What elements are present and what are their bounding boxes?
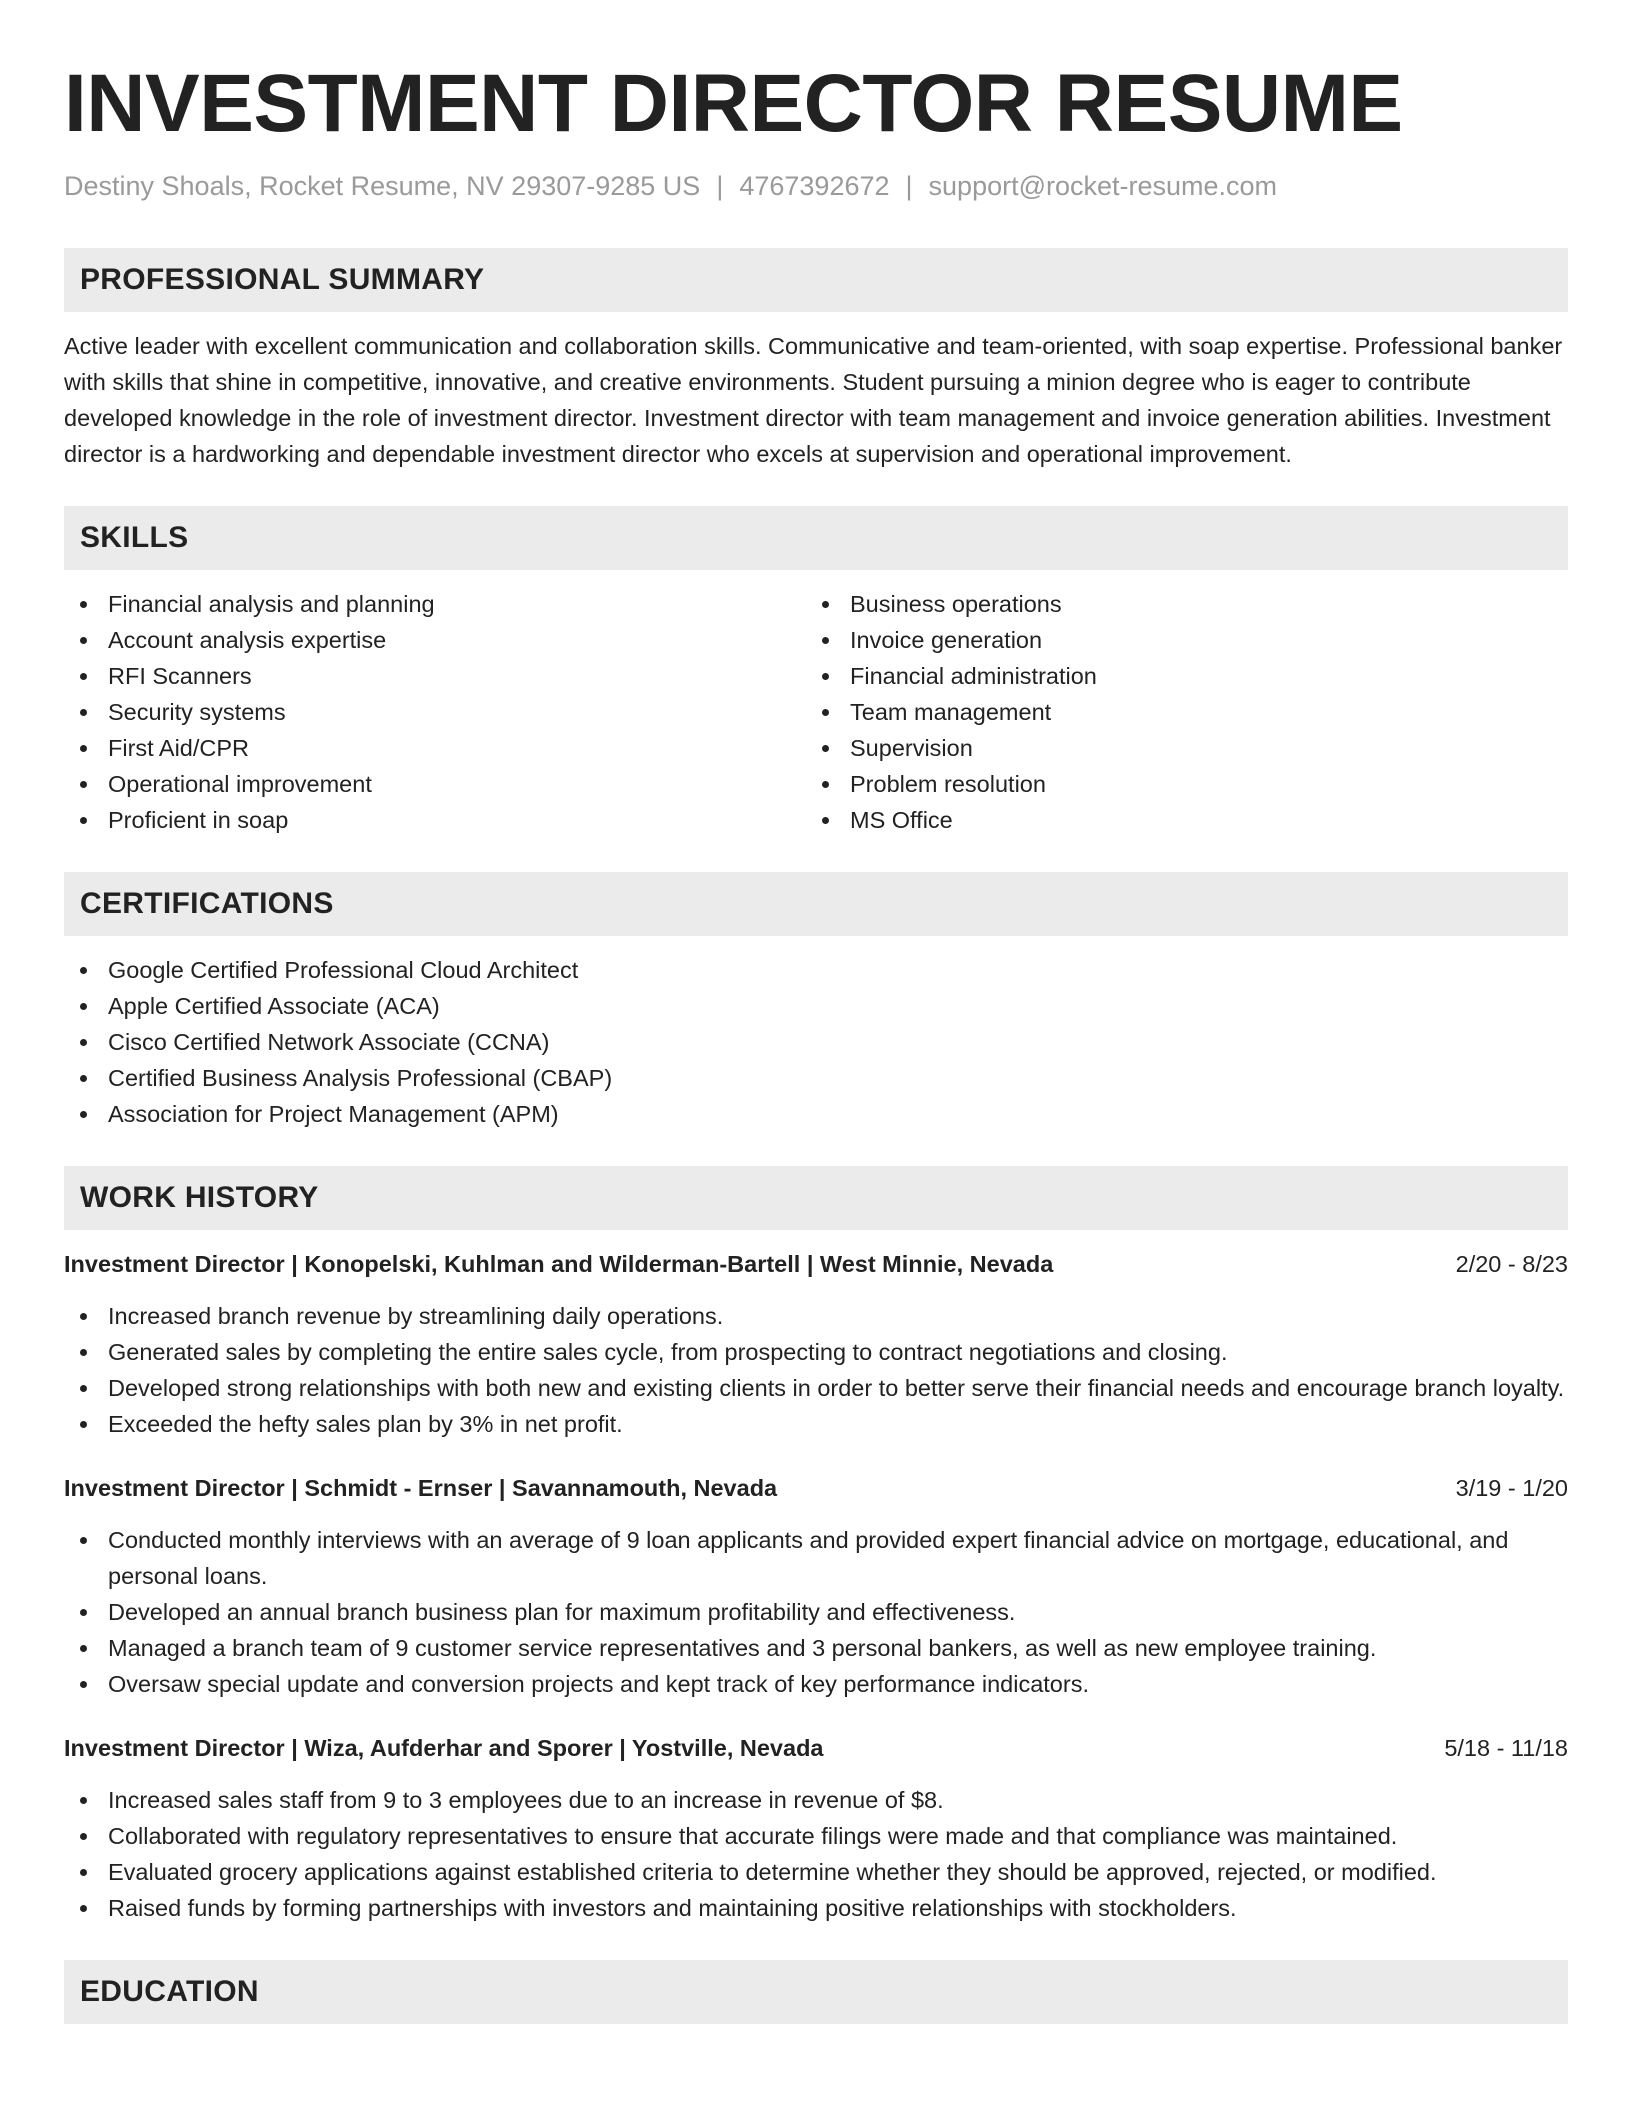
job-bullets [64, 1298, 1568, 1442]
list-item: Problem resolution [806, 766, 1548, 802]
summary-text: Active leader with excellent communication and collaboration skills. Communicative and team-oriented, with soap expertise. Professional banker with skills that shine in competitive, innovative, and creative environments. Student pursuing a minion degree who is eager to contribute developed knowledge in the role of investment director. Investment director with team management and invoice generation abilities. Investment director is a hardworking and dependable investment director who excels at supervision and operational improvement. [64, 333, 1563, 467]
list-item: Account analysis expertise [64, 622, 806, 658]
job-entry [64, 1470, 1568, 1702]
skills-grid [64, 586, 1568, 838]
contact-line [64, 168, 1568, 204]
list-item: Financial analysis and planning [64, 586, 806, 622]
certifications-list [64, 952, 1568, 1132]
job-dates: 2/20 - 8/23 [1455, 1251, 1568, 1277]
section-header-skills: SKILLS [64, 506, 1568, 570]
job-header [64, 1470, 1568, 1506]
job-dates: 5/18 - 11/18 [1444, 1735, 1568, 1761]
list-item: Cisco Certified Network Associate (CCNA) [64, 1024, 1568, 1060]
list-item: Increased sales staff from 9 to 3 employees due to an increase in revenue of $8. [64, 1782, 1568, 1818]
contact-separator: | [905, 171, 913, 201]
list-item: Invoice generation [806, 622, 1548, 658]
contact-separator: | [716, 171, 724, 201]
skills-list-left [64, 586, 806, 838]
skills-list-right [806, 586, 1548, 838]
job-title: Investment Director | Wiza, Aufderhar and Sporer | Yostville, Nevada [64, 1735, 824, 1761]
list-item: Financial administration [806, 658, 1548, 694]
list-item: Certified Business Analysis Professional (CBAP) [64, 1060, 1568, 1096]
job-bullets [64, 1522, 1568, 1702]
list-item: Increased branch revenue by streamlining daily operations. [64, 1298, 1568, 1334]
list-item: Evaluated grocery applications against established criteria to determine whether they should be approved, rejected, or modified. [64, 1854, 1568, 1890]
list-item: Business operations [806, 586, 1548, 622]
list-item: Developed an annual branch business plan for maximum profitability and effectiveness. [64, 1594, 1568, 1630]
list-item: Conducted monthly interviews with an average of 9 loan applicants and provided expert financial advice on mortgage, educational, and personal loans. [64, 1522, 1568, 1594]
job-title: Investment Director | Schmidt - Ernser | Savannamouth, Nevada [64, 1475, 778, 1501]
job-entry [64, 1730, 1568, 1926]
list-item: Managed a branch team of 9 customer service representatives and 3 personal bankers, as well as new employee training. [64, 1630, 1568, 1666]
list-item: Proficient in soap [64, 802, 806, 838]
job-dates: 3/19 - 1/20 [1455, 1475, 1568, 1501]
job-bullets [64, 1782, 1568, 1926]
list-item: Association for Project Management (APM) [64, 1096, 1568, 1132]
contact-email: support@rocket-resume.com [928, 171, 1278, 201]
section-header-education: EDUCATION [64, 1960, 1568, 2024]
section-header-certifications: CERTIFICATIONS [64, 872, 1568, 936]
list-item: First Aid/CPR [64, 730, 806, 766]
list-item: Collaborated with regulatory representatives to ensure that accurate filings were made and that compliance was maintained. [64, 1818, 1568, 1854]
list-item: Google Certified Professional Cloud Architect [64, 952, 1568, 988]
list-item: Security systems [64, 694, 806, 730]
list-item: Team management [806, 694, 1548, 730]
list-item: MS Office [806, 802, 1548, 838]
job-header [64, 1730, 1568, 1766]
section-header-summary: PROFESSIONAL SUMMARY [64, 248, 1568, 312]
contact-phone: 4767392672 [739, 171, 890, 201]
job-entry [64, 1246, 1568, 1442]
list-item: Generated sales by completing the entire sales cycle, from prospecting to contract negotiations and closing. [64, 1334, 1568, 1370]
contact-address: Destiny Shoals, Rocket Resume, NV 29307-9285 US [64, 171, 701, 201]
list-item: Raised funds by forming partnerships with investors and maintaining positive relationships with stockholders. [64, 1890, 1568, 1926]
list-item: Apple Certified Associate (ACA) [64, 988, 1568, 1024]
list-item: RFI Scanners [64, 658, 806, 694]
list-item: Developed strong relationships with both new and existing clients in order to better serve their financial needs and encourage branch loyalty. [64, 1370, 1568, 1406]
list-item: Operational improvement [64, 766, 806, 802]
list-item: Exceeded the hefty sales plan by 3% in net profit. [64, 1406, 1568, 1442]
resume-title: INVESTMENT DIRECTOR RESUME [64, 58, 1403, 149]
section-header-work-history: WORK HISTORY [64, 1166, 1568, 1230]
list-item: Supervision [806, 730, 1548, 766]
list-item: Oversaw special update and conversion projects and kept track of key performance indicators. [64, 1666, 1568, 1702]
job-header [64, 1246, 1568, 1282]
job-title: Investment Director | Konopelski, Kuhlman and Wilderman-Bartell | West Minnie, Nevada [64, 1251, 1054, 1277]
resume-page [64, 0, 1568, 2024]
